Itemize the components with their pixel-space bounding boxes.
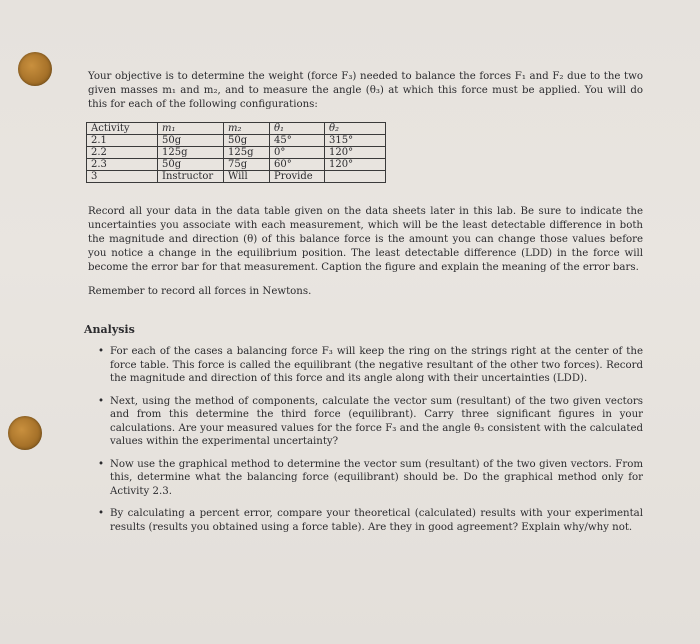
table-cell: Will xyxy=(224,171,270,183)
table-cell: 125g xyxy=(158,147,224,159)
table-cell: 60° xyxy=(270,159,325,171)
objective-paragraph: Your objective is to determine the weight (force F₃) needed to balance the forces F₁ and F₂ due to the two given masses m₁ and m₂, and to measure the angle (θ₃) at which this force must be applied. You will do this for each of the following configurations: xyxy=(88,71,643,110)
header-m1: m₁ xyxy=(158,123,224,135)
table-row xyxy=(87,135,386,147)
table-cell: 45° xyxy=(270,135,325,147)
list-item: • Now use the graphical method to determine the vector sum (resultant) of the two given vectors. From this, determine what the balancing force (equilibrant) should be. Do the graphical method only for Activity 2.3. xyxy=(98,458,643,499)
header-activity: Activity xyxy=(87,123,158,135)
header-theta2: θ₂ xyxy=(325,123,386,135)
table-cell xyxy=(325,171,386,183)
table-cell: 120° xyxy=(325,147,386,159)
analysis-list xyxy=(98,345,643,543)
analysis-heading: Analysis xyxy=(84,323,135,336)
table-cell: 315° xyxy=(325,135,386,147)
configuration-table xyxy=(86,122,386,183)
remember-note: Remember to record all forces in Newtons. xyxy=(88,286,312,297)
table-cell: 50g xyxy=(158,159,224,171)
table-cell: 2.2 xyxy=(87,147,158,159)
list-item: • For each of the cases a balancing force F₃ will keep the ring on the strings right at the center of the force table. This force is called the equilibrant (the negative resultant of the other two forces). Record the magnitude and direction of this force and its angle along with their uncertainties (LDD). xyxy=(98,345,643,386)
list-item: • Next, using the method of components, calculate the vector sum (resultant) of the two given vectors and from this determine the third force (equilibrant). Carry three significant figures in your calculations. Are your measured values for the force F₃ and the angle θ₃ consistent with the calculated values within the experimental uncertainty? xyxy=(98,395,643,449)
table-cell: 120° xyxy=(325,159,386,171)
table-row xyxy=(87,147,386,159)
header-theta1: θ₁ xyxy=(270,123,325,135)
table-cell: 2.1 xyxy=(87,135,158,147)
table-cell: 50g xyxy=(158,135,224,147)
table-cell: 2.3 xyxy=(87,159,158,171)
record-paragraph: Record all your data in the data table given on the data sheets later in this lab. Be sure to indicate the uncertainties you associate with each measurement, which will be the least detectable difference in both the magnitude and direction (θ) of this balance force is the amount you can change those values before you notice a change in the equilibrium position. The least detectable difference (LDD) in the force will become the error bar for that measurement. Caption the figure and explain the meaning of the error bars. xyxy=(88,206,643,273)
table-row xyxy=(87,171,386,183)
table-header-row xyxy=(87,123,386,135)
header-m2: m₂ xyxy=(224,123,270,135)
table-cell: Instructor xyxy=(158,171,224,183)
table-cell: 0° xyxy=(270,147,325,159)
table-cell: Provide xyxy=(270,171,325,183)
list-item: • By calculating a percent error, compare your theoretical (calculated) results with your experimental results (results you obtained using a force table). Are they in good agreement? Explain why/why not. xyxy=(98,507,643,534)
table-cell: 50g xyxy=(224,135,270,147)
table-row xyxy=(87,159,386,171)
table-cell: 125g xyxy=(224,147,270,159)
table-cell: 3 xyxy=(87,171,158,183)
binder-hole-middle xyxy=(8,416,42,450)
binder-hole-top xyxy=(18,52,52,86)
table-cell: 75g xyxy=(224,159,270,171)
